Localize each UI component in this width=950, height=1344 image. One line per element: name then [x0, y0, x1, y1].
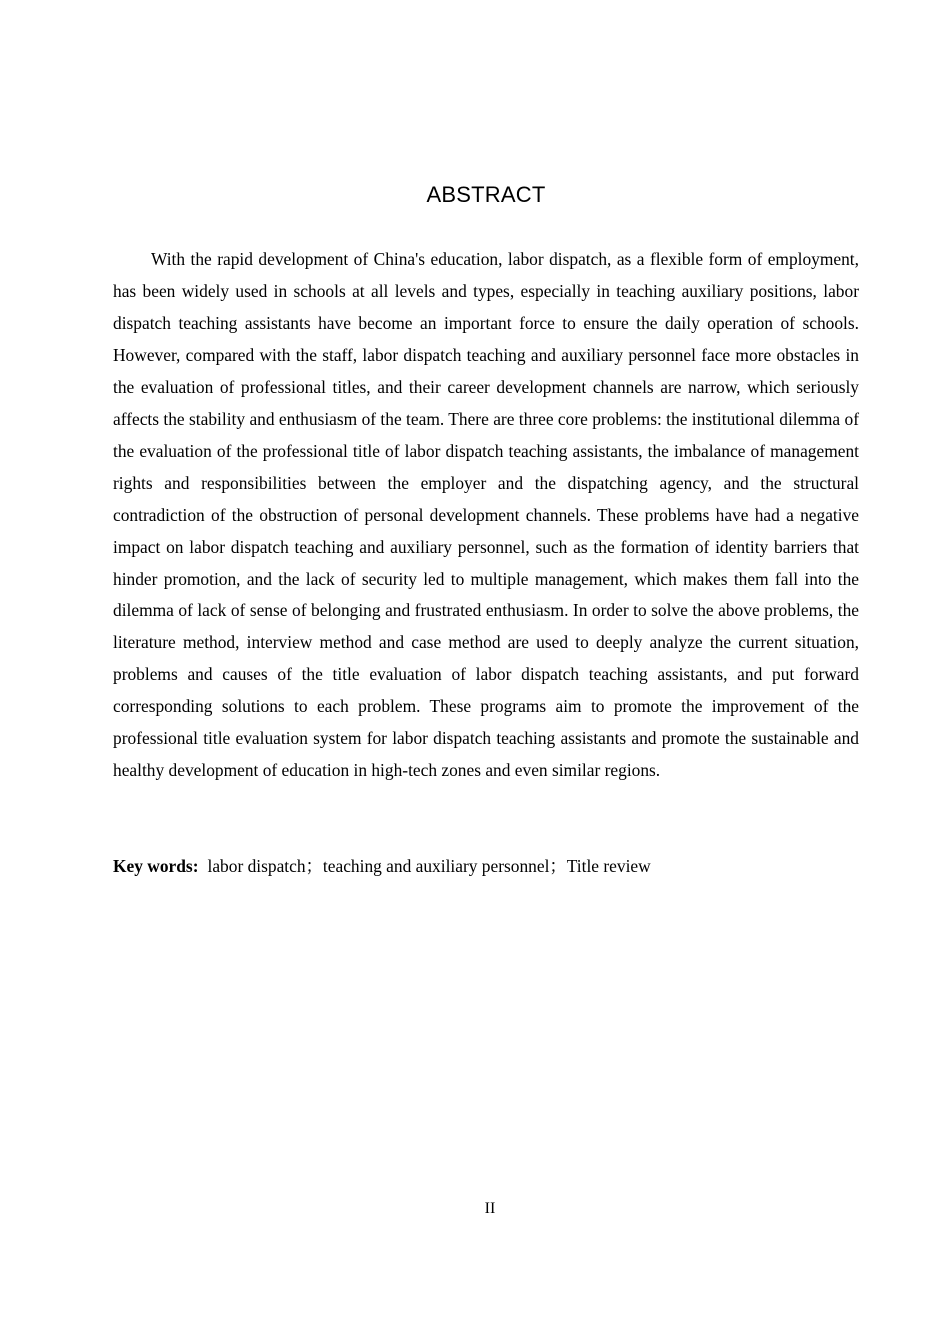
keywords-line: [113, 851, 859, 882]
keywords-value: labor dispatch；teaching and auxiliary personnel；Title review: [207, 856, 651, 876]
abstract-title: ABSTRACT: [426, 182, 546, 207]
abstract-body: With the rapid development of China's education, labor dispatch, as a flexible form of employment, has been widely used in schools at all levels and types, especially in teaching auxiliary positions, labor dispatch teaching assistants have become an important force to ensure the daily operation of schools. However, compared with the staff, labor dispatch teaching and auxiliary personnel face more obstacles in the evaluation of professional titles, and their career development channels are narrow, which seriously affects the stability and enthusiasm of the team. There are three core problems: the institutional dilemma of the evaluation of the professional title of labor dispatch teaching assistants, the imbalance of management rights and responsibilities between the employer and the dispatching agency, and the structural contradiction of the obstruction of personal development channels. These problems have had a negative impact on labor dispatch teaching and auxiliary personnel, such as the formation of identity barriers that hinder promotion, and the lack of security led to multiple management, which makes them fall into the dilemma of lack of sense of belonging and frustrated enthusiasm. In order to solve the above problems, the literature method, interview method and case method are used to deeply analyze the current situation, problems and causes of the title evaluation of labor dispatch teaching assistants, and put forward corresponding solutions to each problem. These programs aim to promote the improvement of the professional title evaluation system for labor dispatch teaching assistants and promote the sustainable and healthy development of education in high-tech zones and even similar regions.: [113, 249, 859, 781]
keywords-label: Key words:: [113, 856, 199, 876]
page-number: II: [484, 1200, 496, 1217]
